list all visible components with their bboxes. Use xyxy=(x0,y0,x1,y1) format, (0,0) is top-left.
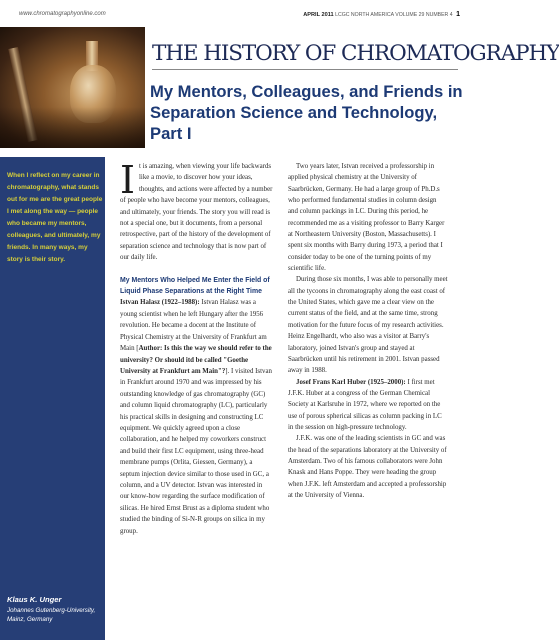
series-title: THE HISTORY OF CHROMATOGRAPHY xyxy=(152,41,559,66)
column2-paragraph-2: During those six months, I was able to personally meet all the tycoons in chromatography along the east coast of the United States, which gave me a clear view on the current status of the field, and at the same time, strong motivation for the future focus of my research activities. Heinz Engelhardt, who also was a visitor at Barry's laboratory, joined Istvan's group and stayed at Saarbrücken until his retirement in 2001. Istvan passed away in 1988. xyxy=(288,276,448,375)
body-column-2 xyxy=(288,161,448,501)
intro-text: t is amazing, when viewing your life backwards like a movie, to discover how your ideas, thoughts, and actions were affected by a number of people who have become your mentors, colleagues, and ultimately, your friends. The story you will read is not a special one, but it documents, from a personal retrospective, part of the history of the development of separation science and technology that is now part of our daily life. xyxy=(120,163,273,262)
author-name: Klaus K. Unger xyxy=(7,595,62,604)
laboratory-glassware-photo xyxy=(0,27,145,148)
page-number: 1 xyxy=(456,11,460,18)
issue-info xyxy=(303,11,460,18)
halasz-text-2: ]. I visited Istvan in Frankfurt around 1970 and was impressed by his outstanding knowledge of gas chromatography (GC) and column liquid chromatography (LC), particularly his practical skills in designing and constructing LC equipment. We quickly agreed upon a close collaboration, and he helped my coworkers construct and build their first LC equipment, using three-head membrane pumps (Orlita, Giessen, Germany), a septum injection device similar to those used in GC, a column, and a UV detector. Istvan was interested in our know-how regarding the surface modification of silicas. He hired Ernst Brust as a diploma student who studied the binding of Si-N-R groups on silica in my group. xyxy=(120,367,272,535)
author-affiliation: Johannes Gutenberg-University, Mainz, Germany xyxy=(7,607,96,623)
pull-quote: When I reflect on my career in chromatography, what stands out for me are the great people I met along the way — people who became my mentors, colleagues, and ultimately, my friends. In many ways, my story is their story. xyxy=(7,172,103,263)
column2-paragraph-4: J.F.K. was one of the leading scientists in GC and was the head of the separations laboratory at the University of Amsterdam. Two of his famous collaborators were John Knask and Hans Poppe. They were heading the group when J.F.K. left Amsterdam and accepted a professorship at the University of Vienna. xyxy=(288,435,447,499)
huber-text: I first met J.F.K. Huber at a congress of the German Chemical Society at Karlsruhe in 1972, where we reported on the use of porous spherical silicas as column packing in LC in the session on high-pressure technology. xyxy=(288,378,442,431)
section-heading: My Mentors Who Helped Me Enter the Field of Liquid Phase Separations at the Right Time xyxy=(120,276,270,296)
volume: VOLUME 29 xyxy=(395,12,425,18)
column2-paragraph-1: Two years later, Istvan received a professorship in applied physical chemistry at the University of Saarbrücken, Germany. He had a large group of Ph.D.s who performed fundamental studies in column design and column packings in LC. During this period, he recommended me as a visiting professor to Barry Karger at Northeastern University (Boston, Massachusetts). I spent six months with Barry during 1973, a period that I consider today to be one of the turning points of my scientific life. xyxy=(288,163,445,273)
issue-number: NUMBER 4 xyxy=(425,12,453,18)
editor-note: Author: Is this the way we should refer to the university? Or should itd be called "Goethe University at Frankfurt am Main"? xyxy=(120,345,272,375)
halasz-name: Istvan Halasz (1922–1988): xyxy=(120,299,200,307)
website-url: www.chromatographyonline.com xyxy=(19,11,106,17)
huber-paragraph xyxy=(288,377,448,434)
publication-name: LCGC NORTH AMERICA xyxy=(335,12,394,18)
intro-paragraph xyxy=(120,158,273,264)
halasz-paragraph xyxy=(120,297,273,537)
drop-cap: I xyxy=(120,158,136,202)
article-title: My Mentors, Colleagues, and Friends in Separation Science and Technology, Part I xyxy=(150,82,463,143)
halasz-text-1: Istvan Halasz was a young scientist when he left Hungary after the 1956 revolution. He became a docent at the Institute of Physical Chemistry at the University of Frankfurt am Main [ xyxy=(120,299,267,353)
issue-date: APRIL 2011 xyxy=(303,12,334,18)
huber-name: Josef Frans Karl Huber (1925–2000): xyxy=(296,378,406,386)
title-divider xyxy=(152,69,458,70)
body-column-1 xyxy=(120,158,273,537)
